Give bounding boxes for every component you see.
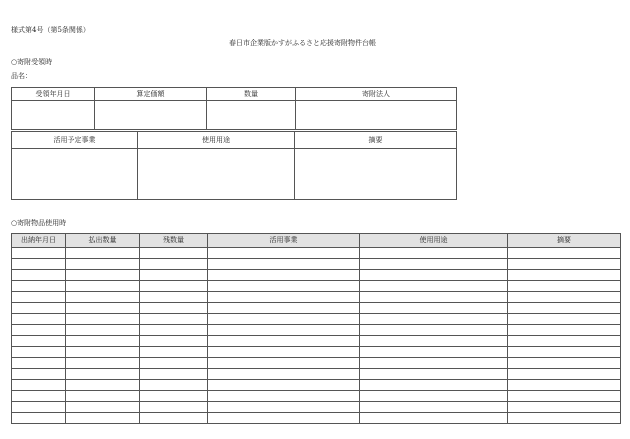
issued-quantity-cell[interactable] <box>66 413 140 424</box>
issued-quantity-cell[interactable] <box>66 248 140 259</box>
date-cell[interactable] <box>12 281 66 292</box>
date-cell[interactable] <box>12 248 66 259</box>
project-cell[interactable] <box>208 413 360 424</box>
issued-quantity-cell[interactable] <box>66 303 140 314</box>
issued-quantity-cell[interactable] <box>66 391 140 402</box>
receipt-table <box>11 87 457 130</box>
date-cell[interactable] <box>12 325 66 336</box>
remaining-quantity-cell[interactable] <box>140 270 208 281</box>
remarks-cell[interactable] <box>508 380 621 391</box>
ledger-row <box>12 413 621 424</box>
header-donor-corporation: 寄附法人 <box>296 88 457 101</box>
issued-quantity-cell[interactable] <box>66 347 140 358</box>
date-cell[interactable] <box>12 391 66 402</box>
remarks-cell[interactable] <box>508 347 621 358</box>
remaining-quantity-cell[interactable] <box>140 391 208 402</box>
ledger-row <box>12 303 621 314</box>
usage-cell[interactable] <box>360 292 508 303</box>
ledger-body <box>12 248 621 424</box>
project-cell[interactable] <box>208 391 360 402</box>
section-heading-usage: ○寄附物品使用時 <box>11 219 67 227</box>
date-cell[interactable] <box>12 413 66 424</box>
issued-quantity-cell[interactable] <box>66 402 140 413</box>
header-remarks: 摘要 <box>508 234 621 248</box>
remarks-cell[interactable] <box>508 314 621 325</box>
usage-cell[interactable] <box>360 336 508 347</box>
usage-cell[interactable] <box>360 413 508 424</box>
remaining-quantity-cell[interactable] <box>140 336 208 347</box>
project-cell[interactable] <box>208 292 360 303</box>
ledger-row <box>12 380 621 391</box>
ledger-row <box>12 347 621 358</box>
ledger-row <box>12 270 621 281</box>
issued-quantity-cell[interactable] <box>66 336 140 347</box>
issued-quantity-cell[interactable] <box>66 292 140 303</box>
remarks-cell[interactable] <box>508 358 621 369</box>
usage-cell[interactable] <box>360 303 508 314</box>
remarks-cell[interactable] <box>508 391 621 402</box>
usage-cell[interactable] <box>360 281 508 292</box>
remarks-cell[interactable] <box>508 259 621 270</box>
date-cell[interactable] <box>12 303 66 314</box>
date-cell[interactable] <box>12 347 66 358</box>
header-project: 活用事業 <box>208 234 360 248</box>
issued-quantity-cell[interactable] <box>66 358 140 369</box>
project-cell[interactable] <box>208 347 360 358</box>
planned-use-table <box>11 131 457 200</box>
date-cell[interactable] <box>12 369 66 380</box>
section-heading-receipt: ○寄附受領時 <box>11 58 53 66</box>
project-cell[interactable] <box>208 336 360 347</box>
issued-quantity-cell[interactable] <box>66 314 140 325</box>
remaining-quantity-cell[interactable] <box>140 292 208 303</box>
remaining-quantity-cell[interactable] <box>140 281 208 292</box>
planned-project-cell[interactable] <box>12 149 138 200</box>
issued-quantity-cell[interactable] <box>66 380 140 391</box>
remaining-quantity-cell[interactable] <box>140 347 208 358</box>
remarks-cell[interactable] <box>508 248 621 259</box>
issued-quantity-cell[interactable] <box>66 369 140 380</box>
ledger-row <box>12 369 621 380</box>
remaining-quantity-cell[interactable] <box>140 303 208 314</box>
date-cell[interactable] <box>12 402 66 413</box>
date-cell[interactable] <box>12 259 66 270</box>
ledger-row <box>12 402 621 413</box>
usage-ledger-table <box>11 233 621 424</box>
usage-purpose-cell[interactable] <box>138 149 295 200</box>
remarks-cell[interactable] <box>508 336 621 347</box>
received-date-cell[interactable] <box>12 101 95 130</box>
usage-cell[interactable] <box>360 402 508 413</box>
project-cell[interactable] <box>208 402 360 413</box>
ledger-row <box>12 281 621 292</box>
page-title: 春日市企業版かすがふるさと応援寄附物件台帳 <box>229 39 376 47</box>
header-issued-quantity: 払出数量 <box>66 234 140 248</box>
issued-quantity-cell[interactable] <box>66 259 140 270</box>
project-cell[interactable] <box>208 259 360 270</box>
usage-cell[interactable] <box>360 358 508 369</box>
ledger-row <box>12 358 621 369</box>
header-planned-project: 活用予定事業 <box>12 132 138 149</box>
form-number: 様式第4号（第5条関係） <box>11 26 90 34</box>
remarks-cell[interactable] <box>508 292 621 303</box>
header-usage: 使用用途 <box>360 234 508 248</box>
usage-cell[interactable] <box>360 347 508 358</box>
header-date: 出納年月日 <box>12 234 66 248</box>
ledger-row <box>12 314 621 325</box>
usage-cell[interactable] <box>360 325 508 336</box>
header-quantity: 数量 <box>207 88 296 101</box>
date-cell[interactable] <box>12 358 66 369</box>
usage-cell[interactable] <box>360 369 508 380</box>
remaining-quantity-cell[interactable] <box>140 413 208 424</box>
remarks-cell[interactable] <box>508 402 621 413</box>
ledger-row <box>12 325 621 336</box>
date-cell[interactable] <box>12 314 66 325</box>
quantity-cell[interactable] <box>207 101 296 130</box>
date-cell[interactable] <box>12 336 66 347</box>
project-cell[interactable] <box>208 270 360 281</box>
item-name-label: 品名： <box>11 72 32 80</box>
issued-quantity-cell[interactable] <box>66 270 140 281</box>
remarks-cell[interactable] <box>508 369 621 380</box>
project-cell[interactable] <box>208 281 360 292</box>
remarks-cell[interactable] <box>508 303 621 314</box>
remaining-quantity-cell[interactable] <box>140 325 208 336</box>
header-assessed-value: 算定価額 <box>95 88 207 101</box>
project-cell[interactable] <box>208 369 360 380</box>
date-cell[interactable] <box>12 380 66 391</box>
remarks-cell[interactable] <box>508 413 621 424</box>
header-remarks: 摘要 <box>295 132 457 149</box>
remaining-quantity-cell[interactable] <box>140 314 208 325</box>
project-cell[interactable] <box>208 380 360 391</box>
remarks-cell[interactable] <box>508 270 621 281</box>
header-remaining-quantity: 残数量 <box>140 234 208 248</box>
ledger-row <box>12 336 621 347</box>
ledger-row <box>12 391 621 402</box>
date-cell[interactable] <box>12 270 66 281</box>
usage-cell[interactable] <box>360 314 508 325</box>
usage-cell[interactable] <box>360 259 508 270</box>
usage-cell[interactable] <box>360 248 508 259</box>
issued-quantity-cell[interactable] <box>66 281 140 292</box>
project-cell[interactable] <box>208 303 360 314</box>
remaining-quantity-cell[interactable] <box>140 259 208 270</box>
donor-corporation-cell[interactable] <box>296 101 457 130</box>
usage-cell[interactable] <box>360 270 508 281</box>
project-cell[interactable] <box>208 358 360 369</box>
issued-quantity-cell[interactable] <box>66 325 140 336</box>
usage-cell[interactable] <box>360 380 508 391</box>
usage-cell[interactable] <box>360 391 508 402</box>
remaining-quantity-cell[interactable] <box>140 369 208 380</box>
ledger-row <box>12 259 621 270</box>
header-usage-purpose: 使用用途 <box>138 132 295 149</box>
project-cell[interactable] <box>208 314 360 325</box>
remarks-cell[interactable] <box>295 149 457 200</box>
remaining-quantity-cell[interactable] <box>140 402 208 413</box>
remarks-cell[interactable] <box>508 281 621 292</box>
remaining-quantity-cell[interactable] <box>140 358 208 369</box>
project-cell[interactable] <box>208 325 360 336</box>
assessed-value-cell[interactable] <box>95 101 207 130</box>
ledger-row <box>12 248 621 259</box>
remaining-quantity-cell[interactable] <box>140 248 208 259</box>
date-cell[interactable] <box>12 292 66 303</box>
header-received-date: 受領年月日 <box>12 88 95 101</box>
remaining-quantity-cell[interactable] <box>140 380 208 391</box>
ledger-row <box>12 292 621 303</box>
project-cell[interactable] <box>208 248 360 259</box>
remarks-cell[interactable] <box>508 325 621 336</box>
